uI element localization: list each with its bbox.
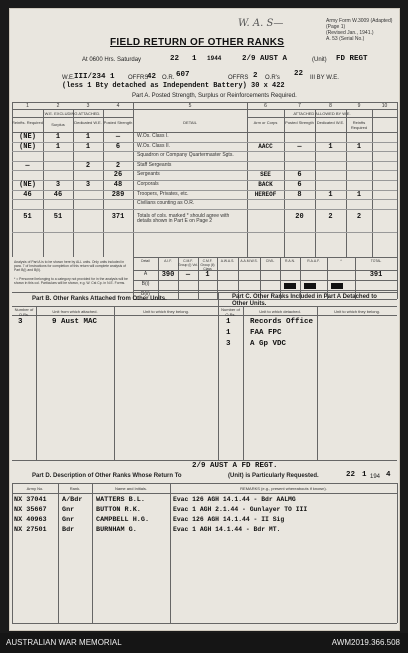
part-a-cell-c: 3 [85, 181, 91, 189]
part-a-cell-b: 46 [53, 190, 63, 199]
part-a-cell-q: 1 [328, 142, 333, 151]
at-hours-label: At 0600 Hrs. Saturday [82, 57, 142, 63]
attached-allowed-heading: ATTACHED ALLOWED BY W.E. [293, 111, 351, 116]
part-a-cell-d: 289 [111, 190, 125, 199]
part-a-detail: Troopers, Privates, etc. [137, 190, 189, 197]
offrs-label: OFFRS [128, 75, 149, 81]
analysis-column-header: * [340, 259, 342, 263]
or-value: 607 [176, 71, 190, 79]
part-a-cell-arm: BACK [258, 181, 273, 188]
analysis-column-header: A.I.F. [164, 259, 172, 263]
part-a-cell-b: 51 [53, 212, 63, 221]
part-a-cell-r: 2 [356, 212, 362, 221]
analysis-column-header: A.W.A.S. [220, 259, 235, 263]
part-a-cell-arm: SEE [260, 171, 271, 179]
analysis-cell-aif: 390 [161, 271, 175, 279]
part-d-cell-name: CAMPBELL H.G. [96, 516, 150, 524]
or2-label: O.R's [265, 75, 280, 81]
part-a-cell-c: 2 [85, 161, 91, 170]
part-d-cell-rank: Gnr [62, 516, 75, 524]
part-a-cell-q: 2 [328, 212, 333, 221]
part-d-cell-rank: A/Bdr [62, 496, 83, 504]
analysis-column-header: R.A.N. [285, 259, 295, 263]
analysis-cell-g1: — [185, 271, 191, 279]
part-d-cell-no: NX 35667 [14, 506, 47, 514]
analysis-cell-label: B(i) [141, 281, 150, 287]
part-a-cell-p: 6 [297, 171, 302, 180]
analysis-cell-total: 391 [369, 271, 383, 279]
part-b-row-number: 3 [18, 318, 23, 326]
signature: W. A. S— [238, 18, 284, 29]
part-d-cell-remark: Evac 1 AGH 2.1.44 - Gunlayer TO III [173, 506, 308, 513]
unit-suffix: FD REGT [336, 55, 368, 63]
part-a-cell-p: — [297, 142, 302, 151]
part-d-cell-no: NX 37041 [14, 496, 47, 504]
part-d-title: Part D. Description of Other Ranks Whose Return To [32, 473, 182, 479]
we-label: W.E. [62, 75, 75, 81]
part-c-row-number: 1 [226, 318, 231, 326]
part-b-row-from: 9 Aust MAC [52, 318, 98, 326]
part-a-cell-p: 6 [297, 181, 302, 189]
part-a-cell-d: 2 [115, 161, 121, 170]
analysis-note-2: * = Personnel belonging to a category not provided for in the analysis will be shown in this col. Particulars will be shown, e.g. W. Cst Cp. in N.E. Forms. [14, 277, 128, 285]
analysis-column-header: Detail [141, 259, 150, 263]
we-excluding-attached-heading: W.E. EXCLUDING ATTACHED. [44, 111, 101, 116]
part-a-cell-r: 1 [356, 190, 362, 199]
part-a-cell-d: 6 [115, 142, 121, 151]
part-a-detail: W.Os. Class II. [137, 142, 171, 149]
analysis-cell-g2: 1 [205, 271, 210, 279]
part-d-date-day: 22 [346, 471, 356, 479]
caption-right: AWM2019.366.508 [331, 638, 400, 647]
part-d-cell-remark: Evac 1 AGH 14.1.44 - Bdr MT. [173, 526, 281, 533]
part-a-detail: Squadron or Company Quartermaster Sgts. [137, 152, 234, 159]
analysis-column-header: R.A.A.F. [307, 259, 320, 263]
less-line: (less 1 Bty detached as Independent Battery) 30 x 422 [62, 82, 285, 90]
part-a-cell-d: 371 [111, 212, 125, 221]
date-year: 1944 [207, 55, 222, 62]
part-a-cell-b: 1 [55, 142, 61, 151]
unit-label: (Unit) [312, 57, 327, 63]
part-d-title-2: (Unit) is Particularly Requested. [228, 473, 319, 479]
detail-heading: DETAIL [183, 120, 197, 125]
part-d-cell-no: NX 27501 [14, 526, 47, 534]
part-a-cell-r: 1 [356, 142, 362, 151]
analysis-note: Analysis of Part A is to be shown here by ALL units. Only units included in para. 7 of Instructions for completion of this return will complete analysis of Part B(i) and B(ii). [14, 260, 126, 272]
part-b-title: Part B. Other Ranks Attached from Other Units. [32, 296, 167, 302]
part-a-cell-a: — [25, 161, 30, 170]
part-a-cell-c: 1 [85, 133, 91, 141]
part-a-cell-a: 51 [23, 212, 32, 221]
redaction-block [284, 283, 296, 289]
part-a-cell-c: 1 [85, 142, 91, 151]
part-a-cell-d: 26 [113, 171, 123, 180]
offrs2-label: OFFRS [228, 75, 249, 81]
part-a-heading: Part A. Posted Strength, Surplus or Reinforcements Required. [132, 93, 297, 99]
part-a-cell-a: (NE) [19, 181, 36, 189]
part-d-date-month: 1 [362, 471, 367, 479]
or2-value: 22 [294, 70, 304, 78]
by-we-label: III BY W.E. [310, 75, 339, 81]
part-a-detail: Corporals [137, 181, 159, 187]
part-c-row-number: 1 [226, 329, 231, 337]
analysis-column-header: CIVIL [265, 259, 275, 263]
part-a-cell-d: — [115, 133, 121, 141]
caption-bar [0, 633, 408, 653]
date-day: 22 [170, 55, 180, 63]
part-a-cell-q: 1 [328, 190, 333, 199]
offrs2-value: 2 [253, 72, 258, 80]
part-a-cell-p: 20 [295, 212, 304, 221]
part-c-row-to: Records Office [250, 318, 314, 326]
caption-left: AUSTRALIAN WAR MEMORIAL [6, 638, 122, 647]
part-d-cell-rank: Gnr [62, 506, 75, 514]
part-a-detail: W.Os. Class I. [137, 133, 169, 139]
part-d-date-year-suffix: 4 [386, 471, 391, 479]
part-a-cell-b: 1 [55, 133, 61, 141]
part-a-cell-arm: AACC [258, 142, 273, 150]
part-d-date-year-prefix: 194 [370, 474, 381, 480]
analysis-column-header: C.M.F. Group (ii) Class [200, 259, 215, 271]
part-d-cell-name: WATTERS B.L. [96, 496, 145, 504]
document-page: W. A. S— Army Form W.3009 (Adapted) (Page 1) (Revised Jan., 1941.) A. 53 (Serial No.) FIELD RETURN OF OTHER RANKS At 0600 Hrs. Saturday 22 1 1944 2/9 AUST A (Unit) FD REGT W.E. III/234 1 OFFRS 42 O.R. 607 OFFRS 2 O.R's 22 III BY W.E. (less 1 Bty detached as Independent Battery) 30 x 422 Part A. Posted Strength, Surplus or Reinforcements Required. 1 2 3 4 5 6 7 8 9 10 W.E. EXCLUDING ATTACHED. ATTACHED ALLOWED BY W.E. DETAIL Reinfts. Required Surplus Dedicated W.E. Posted Strength Arm or Corps Posted Strength Dedicated W.E. Reinfts Required (NE) 1 1 — W.Os. Class I. (NE) 1 1 6 W.Os. Class II. AACC — 1 1 Squadron or Company Quartermaster Sgts. — 2 2 Staff Sergeants 26 Sergeants SEE 6 (NE) 3 3 48 Corporals BACK 6 46 46 289 Troopers, Privates, etc. HEREOF 8 1 1 Civilians counting as O.R. 51 51 371 Totals of cols. marked * should agree with details shown in Part E on Page 2 20 2 2 Analysis of Part A is to be shown here by ALL units. Only units included in para. 7 of Instructions for completion of this return will complete analysis of Part B(i) and B(ii). * = Personnel belonging to a category not provided for in the analysis will be shown in this col. Particulars will be shown, e.g. W. Cst Cp. in N.E. Forms. Detail A.I.F. C.M.F. Group (i) Vol. C.M.F. Group (ii) Class A.W.A.S. A.A.M.W.S. CIVIL R.A.N. R.A.A.F. * TOTAL A 390 — 1 391 B(i) B(ii) Part B. Other Ranks Attached from Other Units. Part C. Other Ranks Included in Part A Detached to Other Units. Number of O.Rs. Unit from which attached. Unit to which they belong. Number of O.Rs. Unit to which detached. Unit to which they belong. 3 9 Aust MAC 1 Records Office 1 FAA FPC 3 A Gp VDC 2/9 AUST A FD REGT. Part D. Description of Other Ranks Whose Return To (Unit) is Particularly Requested. 22 1 194 4 Army No. Rank. Name and Initials. REMARKS (e.g., present whereabouts if known). NX 37041 A/Bdr WATTERS B.L. Evac 126 AGH 14.1.44 - Bdr AALMG NX 35667 Gnr BUTTON R.K. Evac 1 AGH 2.1.44 - Gunlayer TO III NX 40963 Gnr CAMPBELL H.G. Evac 126 AGH 14.1.44 - II Sig NX 27501 Bdr BURNHAM G. Evac 1 AGH 14.1.44 - Bdr MT. [9, 8, 400, 631]
form-reference: Army Form W.3009 (Adapted) (Page 1) (Revised Jan., 1941.) A. 53 (Serial No.) [326, 18, 393, 42]
part-c-row-to: A Gp VDC [250, 340, 287, 348]
date-month: 1 [192, 55, 197, 63]
analysis-column-header: C.M.F. Group (i) Vol. [178, 259, 198, 267]
analysis-column-header: A.A.M.W.S. [240, 259, 258, 263]
part-a-cell-arm: HEREOF [254, 190, 277, 198]
unit-name: 2/9 AUST A [242, 55, 288, 63]
part-a-cell-a: 46 [23, 190, 32, 199]
part-a-detail: Sergeants [137, 171, 160, 178]
redaction-block [304, 283, 316, 289]
part-a-cell-d: 48 [113, 181, 123, 189]
or-label: O.R. [162, 75, 175, 81]
redaction-block [331, 283, 343, 289]
analysis-column-header: TOTAL [370, 259, 382, 263]
part-a-detail: Totals of cols. marked * should agree with details shown in Part E on Page 2 [137, 212, 230, 224]
part-d-cell-remark: Evac 126 AGH 14.1.44 - II Sig [173, 516, 285, 523]
analysis-cell-label: B(ii) [141, 291, 150, 297]
part-a-cell-a: (NE) [19, 142, 36, 151]
we-value: III/234 1 [74, 73, 115, 81]
part-d-cell-name: BURNHAM G. [96, 526, 137, 534]
part-a-cell-p: 8 [297, 190, 302, 199]
part-d-cell-rank: Bdr [62, 526, 75, 534]
form-title: FIELD RETURN OF OTHER RANKS [110, 37, 285, 48]
part-a-cell-a: (NE) [19, 133, 36, 141]
part-a-cell-b: 3 [55, 181, 61, 189]
part-d-cell-name: BUTTON R.K. [96, 506, 141, 514]
part-d-cell-no: NX 40963 [14, 516, 47, 524]
offrs-value: 42 [147, 73, 157, 81]
part-a-detail: Staff Sergeants [137, 161, 172, 168]
part-c-title: Part C. Other Ranks Included in Part A Detached to Other Units. [232, 294, 377, 307]
analysis-cell-label: A [143, 271, 148, 277]
part-d-cell-remark: Evac 126 AGH 14.1.44 - Bdr AALMG [173, 496, 296, 503]
part-a-table: 1 2 3 4 5 6 7 8 9 10 W.E. EXCLUDING ATTACHED. ATTACHED ALLOWED BY W.E. DETAIL Reinfts. Required Surplus Dedicated W.E. Posted Strength Arm or Corps Posted Strength Dedicated W.E. Reinfts Required (NE) 1 1 — W.Os. Class I. (NE) 1 1 6 W.Os. Class II. AACC — 1 1 Squadron or Company Quartermaster Sgts. — 2 2 Staff Sergeants 26 Sergeants SEE 6 (NE) 3 3 48 Corporals BACK 6 46 46 289 Troopers, Privates, etc. HEREOF 8 1 1 Civilians counting as O.R. 51 51 371 Totals of cols. marked * should agree with details shown in Part E on Page 2 20 2 2 Analysis of Part A is to be shown here by ALL units. Only units included in para. 7 of Instructions for completion of this return will complete analysis of Part B(i) and B(ii). * = Personnel belonging to a category not provided for in the analysis will be shown in this col. Particulars will be shown, e.g. W. Cst Cp. in N.E. Forms. Detail A.I.F. C.M.F. Group (i) Vol. C.M.F. Group (ii) Class A.W.A.S. A.A.M.W.S. CIVIL R.A.N. R.A.A.F. * TOTAL A 390 — 1 391 B(i) B(ii) [10, 102, 401, 287]
part-c-row-to: FAA FPC [250, 329, 282, 337]
part-c-row-number: 3 [226, 340, 231, 348]
part-d-unit: 2/9 AUST A FD REGT. [192, 462, 278, 470]
part-a-detail: Civilians counting as O.R. [137, 200, 195, 207]
